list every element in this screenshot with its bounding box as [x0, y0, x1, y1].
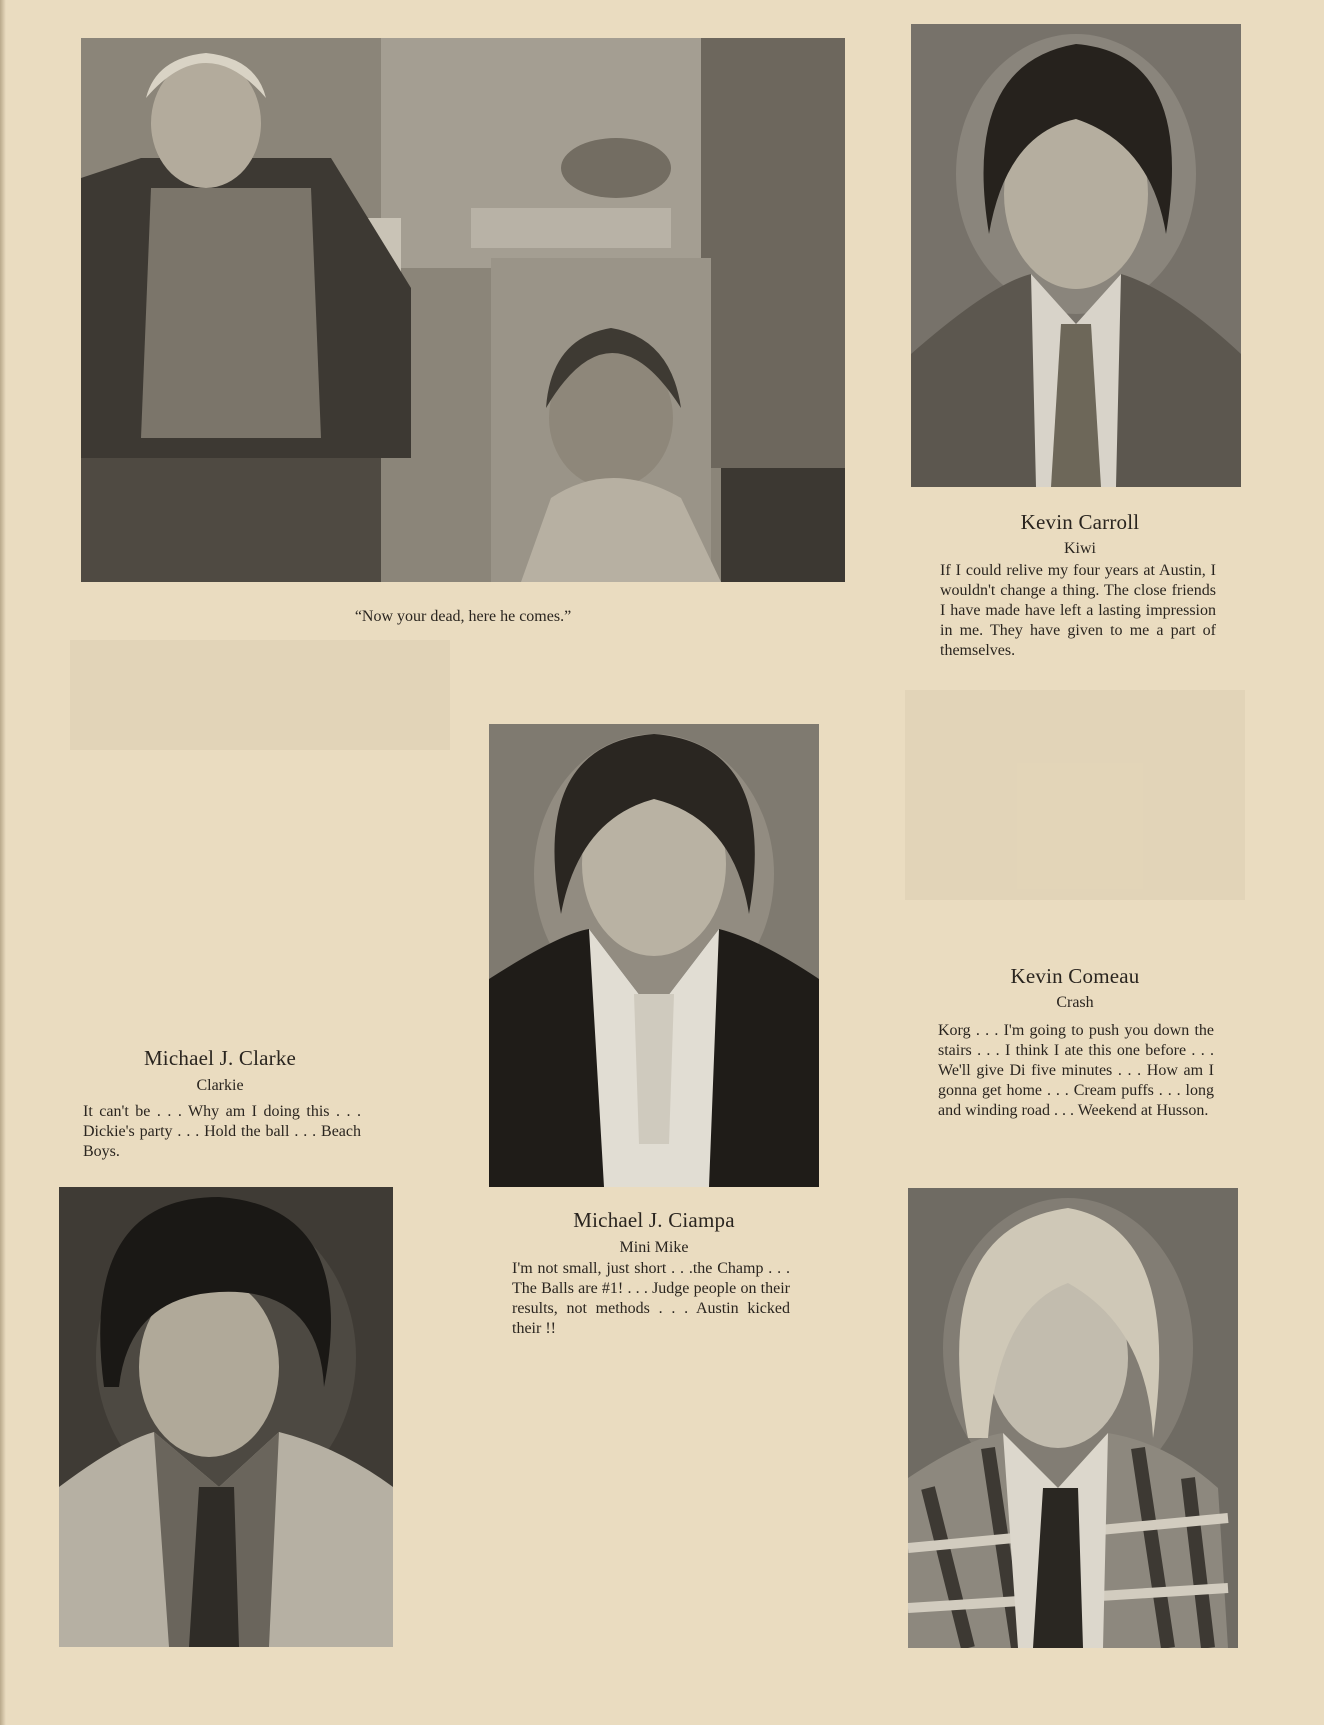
- portrait-michael-clarke: [59, 1187, 393, 1647]
- student-name: Michael J. Clarke: [143, 1046, 297, 1070]
- portrait-kevin-carroll: [911, 24, 1241, 487]
- student-nickname: Kiwi: [1064, 540, 1096, 557]
- portrait-michael-ciampa: [489, 724, 819, 1187]
- student-quote: If I could relive my four years at Austin, I wouldn't change a thing. The close friends I have made have left a lasting impression in me. They have given to me a part of themselves.: [940, 562, 1216, 659]
- student-quote: Korg . . . I'm going to push you down the stairs . . . I think I ate this one before . . . We'll give Di five minutes . . . How am I gonna get home . . . Cream puffs . . . long and winding road . . . Weekend at Husson.: [938, 1022, 1214, 1119]
- student-nickname: Crash: [1056, 994, 1094, 1011]
- student-quote: It can't be . . . Why am I doing this . . . Dickie's party . . . Hold the ball . . . Beach Boys.: [83, 1103, 361, 1160]
- candid-photo: [81, 38, 845, 582]
- bleed-through-right: [905, 690, 1245, 900]
- page-binding-edge: [0, 0, 6, 1725]
- candid-caption: “Now your dead, here he comes.”: [354, 608, 572, 625]
- student-quote: I'm not small, just short . . .the Champ . . . The Balls are #1! . . . Judge people on their results, not methods . . . Austin kicked their !!: [512, 1260, 790, 1337]
- student-name: Michael J. Ciampa: [573, 1208, 735, 1232]
- student-name: Kevin Carroll: [1020, 510, 1140, 534]
- bleed-through-left: [70, 640, 450, 750]
- portrait-kevin-comeau: [908, 1188, 1238, 1648]
- student-name: Kevin Comeau: [1010, 964, 1140, 988]
- student-nickname: Clarkie: [196, 1077, 244, 1094]
- student-nickname: Mini Mike: [619, 1239, 689, 1256]
